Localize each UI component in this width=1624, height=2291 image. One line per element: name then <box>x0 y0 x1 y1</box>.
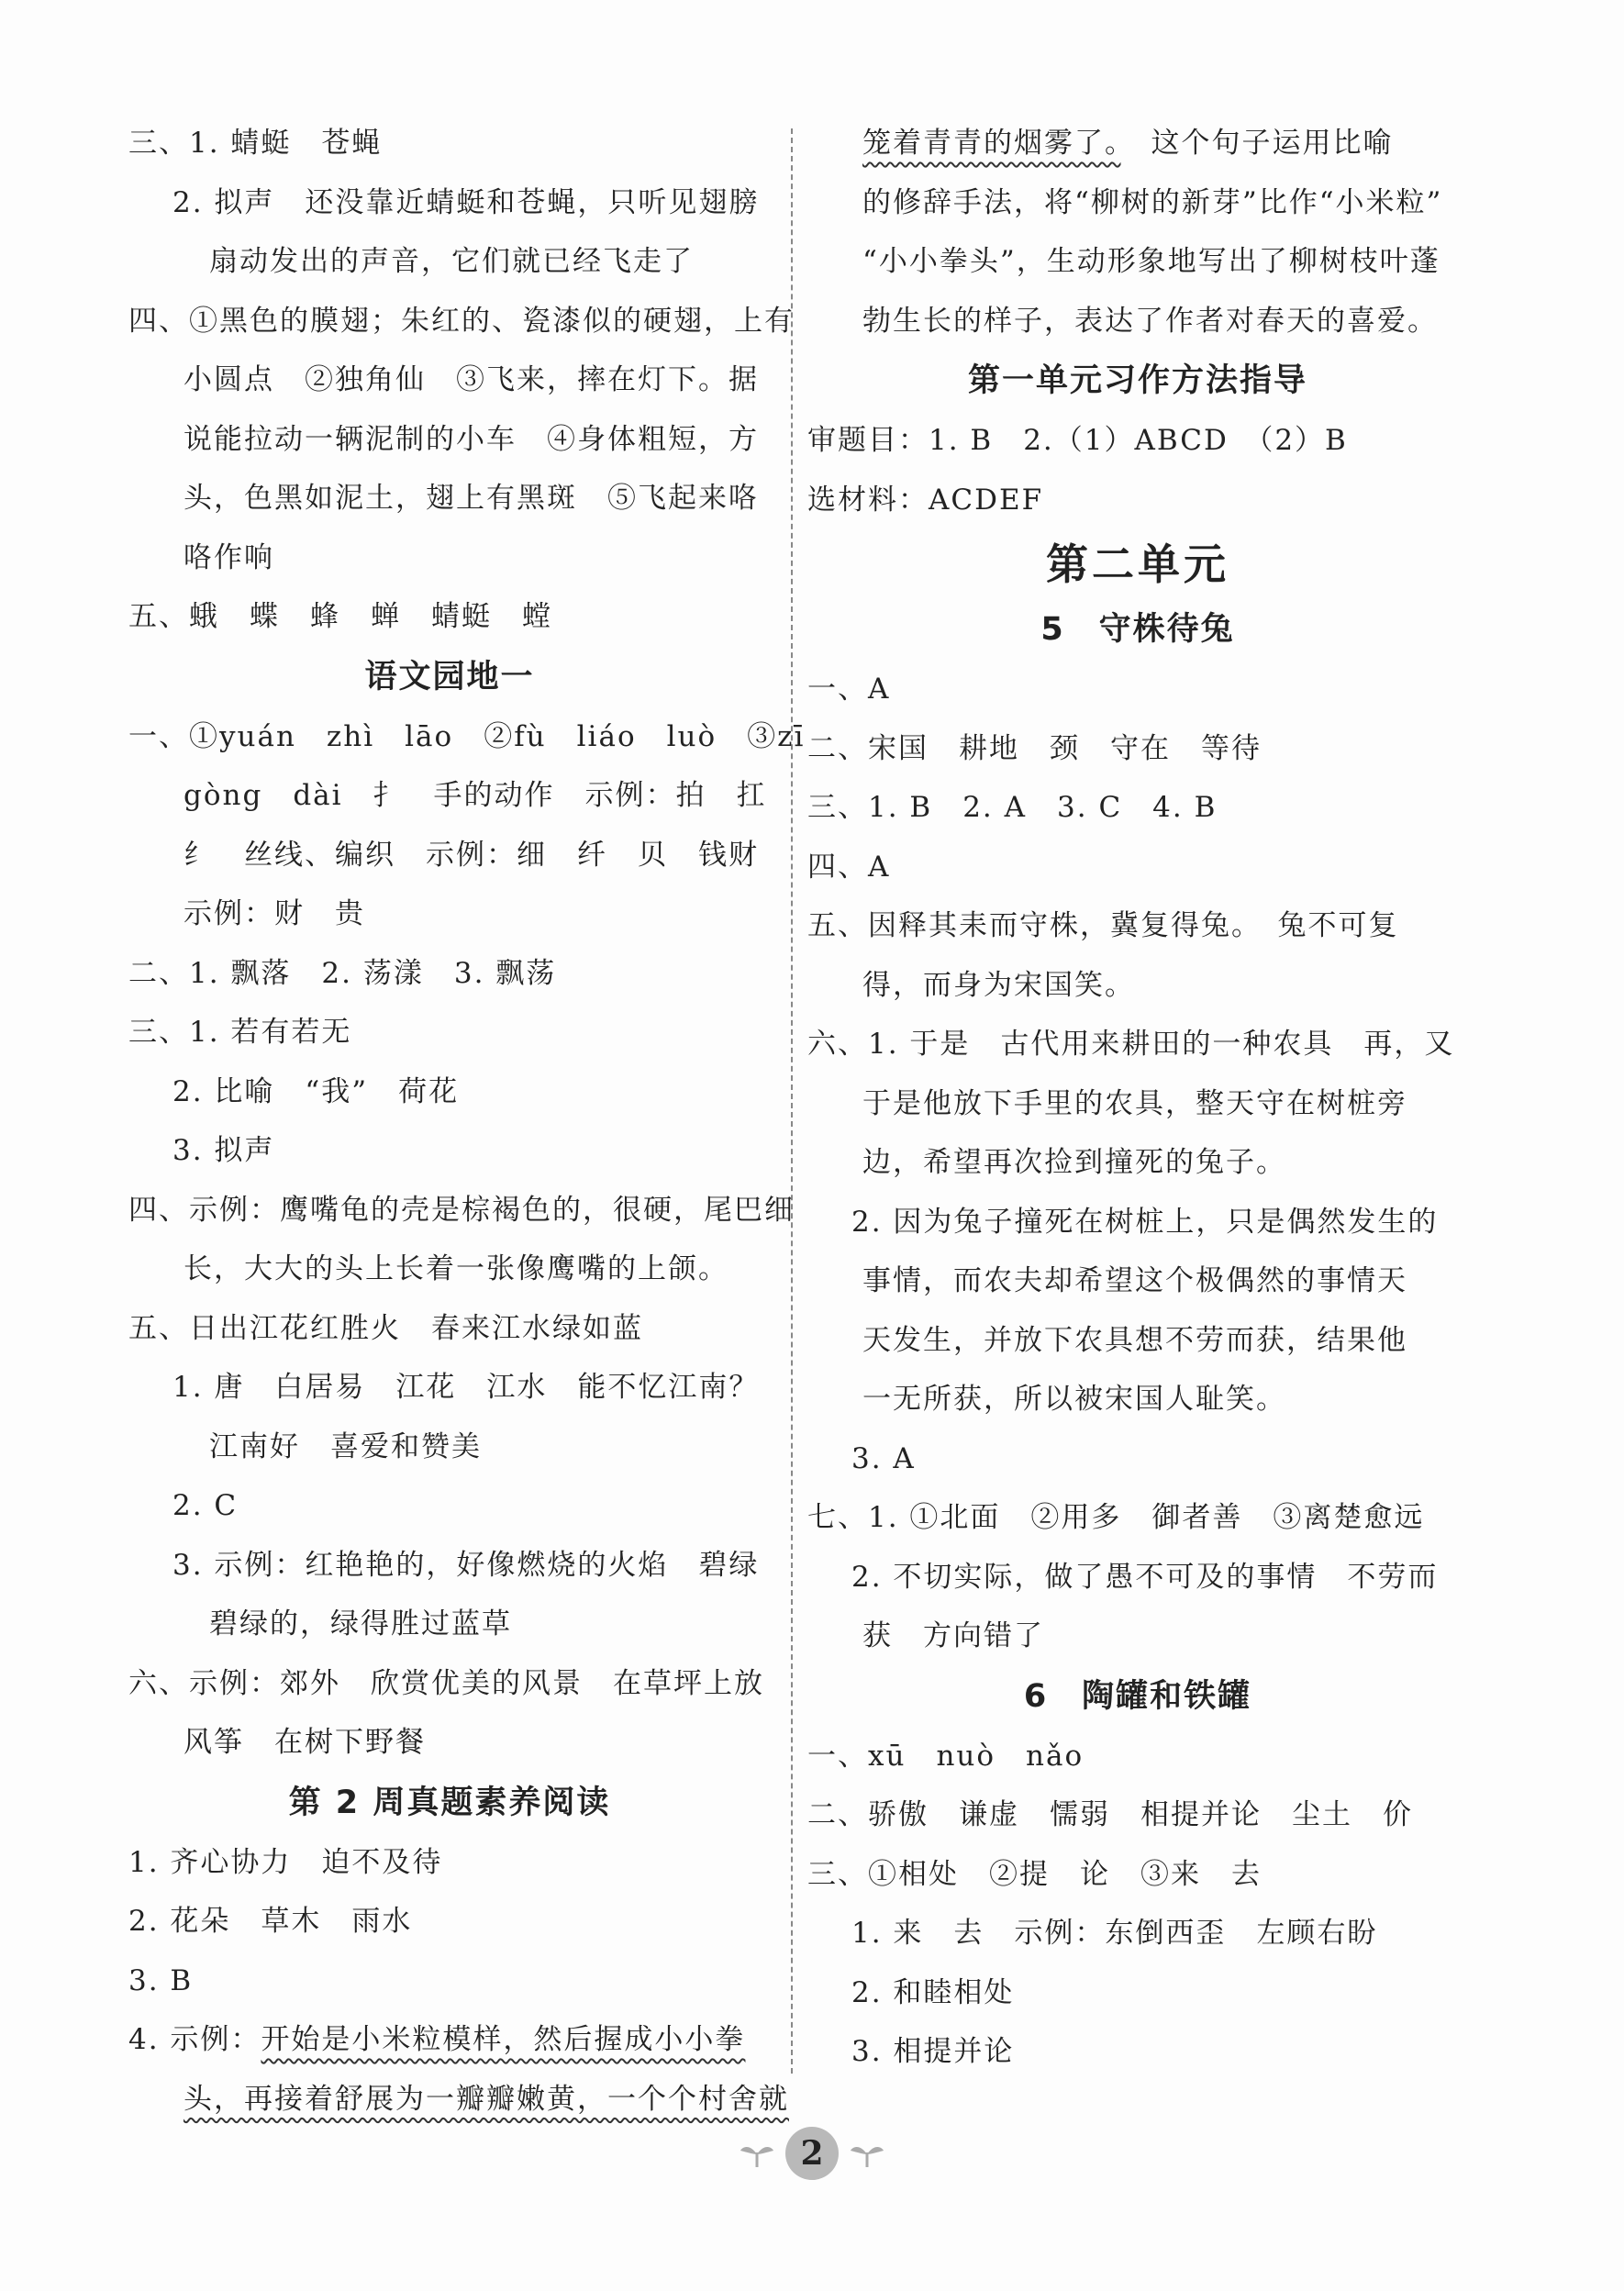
answer-line: 3. 示例：红艳艳的，好像燃烧的火焰 碧绿 <box>172 1548 760 1582</box>
unit-heading: 第二单元 <box>1046 539 1229 589</box>
answer-line: 五、蛾 蝶 蜂 蝉 蜻蜓 螳 <box>128 600 552 633</box>
lesson-heading: 6 陶罐和铁罐 <box>1023 1677 1252 1715</box>
answer-line: 示例：财 贵 <box>184 897 365 930</box>
answer-line: 四、①黑色的膜翅；朱红的、瓷漆似的硬翅，上有 <box>128 304 795 338</box>
underlined-text: 头，再接着舒展为一瓣瓣嫩黄，一个个村舍就 <box>184 2082 789 2116</box>
section-heading: 第一单元习作方法指导 <box>967 362 1307 399</box>
answer-line: 扇动发出的声音，它们就已经飞走了 <box>209 245 694 278</box>
answer-line: 五、日出江花红胜火 春来江水绿如蓝 <box>128 1311 643 1345</box>
answer-line: 四、示例：鹰嘴龟的壳是棕褐色的，很硬，尾巴细 <box>128 1193 795 1227</box>
answer-line: 三、1. 若有若无 <box>128 1016 352 1049</box>
answer-line: 咯作响 <box>184 540 274 574</box>
answer-line: 2. 比喻 “我” 荷花 <box>172 1074 460 1108</box>
answer-line: 3. A <box>851 1441 916 1475</box>
sprout-icon <box>739 2140 775 2167</box>
sprout-icon <box>849 2140 885 2167</box>
column-divider <box>791 128 793 2074</box>
answer-line: 得，而身为宋国笑。 <box>862 968 1135 1002</box>
left-column <box>128 114 806 2129</box>
answer-line: 一无所获，所以被宋国人耻笑。 <box>862 1383 1286 1416</box>
answer-block <box>807 660 1468 1666</box>
underlined-text: 开始是小米粒模样，然后握成小小拳 <box>261 2023 746 2056</box>
answer-line: 七、1. ①北面 ②用多 御者善 ③离楚愈远 <box>807 1501 1425 1534</box>
answer-line: 边，希望再次捡到撞死的兔子。 <box>862 1146 1286 1179</box>
answer-line: 一、A <box>807 673 891 706</box>
answer-line: 2. 因为兔子撞死在树桩上，只是偶然发生的 <box>851 1205 1439 1239</box>
answer-block <box>128 292 795 647</box>
answer-line <box>128 2070 789 2130</box>
answer-block <box>128 114 771 292</box>
answer-text: 这个句子运用比喻 <box>1120 127 1394 160</box>
answer-line: 3. 相提并论 <box>851 2035 1015 2068</box>
answer-line: 三、1. B 2. A 3. C 4. B <box>807 791 1218 824</box>
answer-line <box>128 2010 771 2070</box>
answer-line: 江南好 喜爱和赞美 <box>209 1429 482 1463</box>
answer-line: 2. 花朵 草木 雨水 <box>128 1905 413 1938</box>
answer-block <box>128 1833 771 2011</box>
answer-line: 二、1. 飘落 2. 荡漾 3. 飘荡 <box>128 956 557 990</box>
answer-line: 获 方向错了 <box>862 1619 1044 1652</box>
answer-line: 三、1. 蜻蜓 苍蝇 <box>128 127 383 160</box>
answer-line: 风筝 在树下野餐 <box>184 1726 426 1759</box>
underlined-text: 笼着青青的烟雾了。 <box>862 127 1121 160</box>
answer-block <box>807 411 1468 529</box>
answer-line: 事情，而农夫却希望这个极偶然的事情天 <box>862 1264 1407 1297</box>
answer-block <box>128 707 806 1773</box>
answer-line: 头，色黑如泥土，翅上有黑斑 ⑤飞起来咯 <box>184 482 759 515</box>
answer-line: 1. 来 去 示例：东倒西歪 左顾右盼 <box>851 1917 1378 1950</box>
answer-line: 一、①yuán zhì lāo ②fù liáo luò ③zī <box>128 719 806 753</box>
answer-line: “小小拳头”，生动形象地写出了柳树枝叶蓬 <box>862 245 1440 278</box>
answer-line: 五、因释其耒而守株，冀复得兔。 兔不可复 <box>807 909 1399 942</box>
answer-line: 审题目：1. B 2.（1）ABCD （2）B <box>807 424 1348 457</box>
answer-line: 天发生，并放下农具想不劳而获，结果他 <box>862 1323 1407 1357</box>
answer-line: 小圆点 ②独角仙 ③飞来，摔在灯下。据 <box>184 363 759 396</box>
answer-line: 四、A <box>807 850 891 884</box>
answer-line: 说能拉动一辆泥制的小车 ④身体粗短，方 <box>184 422 759 456</box>
answer-line: 碧绿的，绿得胜过蓝草 <box>209 1607 512 1640</box>
answer-line: 2. 和睦相处 <box>851 1975 1015 2009</box>
answer-line: 2. 不切实际，做了愚不可及的事情 不劳而 <box>851 1560 1439 1594</box>
answer-line: 2. C <box>172 1489 239 1522</box>
answer-line: 六、示例：郊外 欣赏优美的风景 在草坪上放 <box>128 1666 764 1700</box>
answer-block <box>807 173 1468 351</box>
answer-line: 六、1. 于是 古代用来耕田的一种农具 再，又 <box>807 1028 1455 1061</box>
answer-line: 二、宋国 耕地 颈 守在 等待 <box>807 731 1262 765</box>
answer-block <box>807 1727 1468 2082</box>
answer-line: gòng dài 扌 手的动作 示例：拍 扛 <box>184 779 767 812</box>
q4-prefix: 4. 示例： <box>128 2023 261 2056</box>
answer-line: 3. 拟声 <box>172 1134 275 1167</box>
answer-line: 选材料：ACDEF <box>807 483 1044 517</box>
section-heading: 第 2 周真题素养阅读 <box>288 1784 611 1821</box>
answer-line: 于是他放下手里的农具，整天守在树桩旁 <box>862 1086 1407 1120</box>
page-number: 2 <box>785 2127 839 2180</box>
answer-line: 的修辞手法，将“柳树的新芽”比作“小米粒” <box>862 185 1443 219</box>
answer-line: 1. 唐 白居易 江花 江水 能不忆江南？ <box>172 1371 760 1404</box>
answer-line: 长，大大的头上长着一张像鹰嘴的上颌。 <box>184 1252 729 1285</box>
answer-line: 3. B <box>128 1963 194 1997</box>
answer-line: 勃生长的样子，表达了作者对春天的喜爱。 <box>862 304 1438 338</box>
answer-line: 1. 齐心协力 迫不及待 <box>128 1845 443 1879</box>
answer-line: 2. 拟声 还没靠近蜻蜓和苍蝇，只听见翅膀 <box>172 185 760 219</box>
lesson-heading: 5 守株待兔 <box>1040 611 1235 648</box>
answer-line: 一、xū nuò nǎo <box>807 1739 1085 1773</box>
answer-line: 纟 丝线、编织 示例：细 纤 贝 钱财 <box>184 838 759 872</box>
answer-line: 三、①相处 ②提 论 ③来 去 <box>807 1857 1262 1891</box>
answer-line: 二、骄傲 谦虚 懦弱 相提并论 尘土 价 <box>807 1798 1413 1831</box>
right-column <box>807 114 1468 2082</box>
section-heading: 语文园地一 <box>364 658 535 695</box>
answer-line <box>807 114 1468 173</box>
page-footer <box>0 2127 1624 2180</box>
